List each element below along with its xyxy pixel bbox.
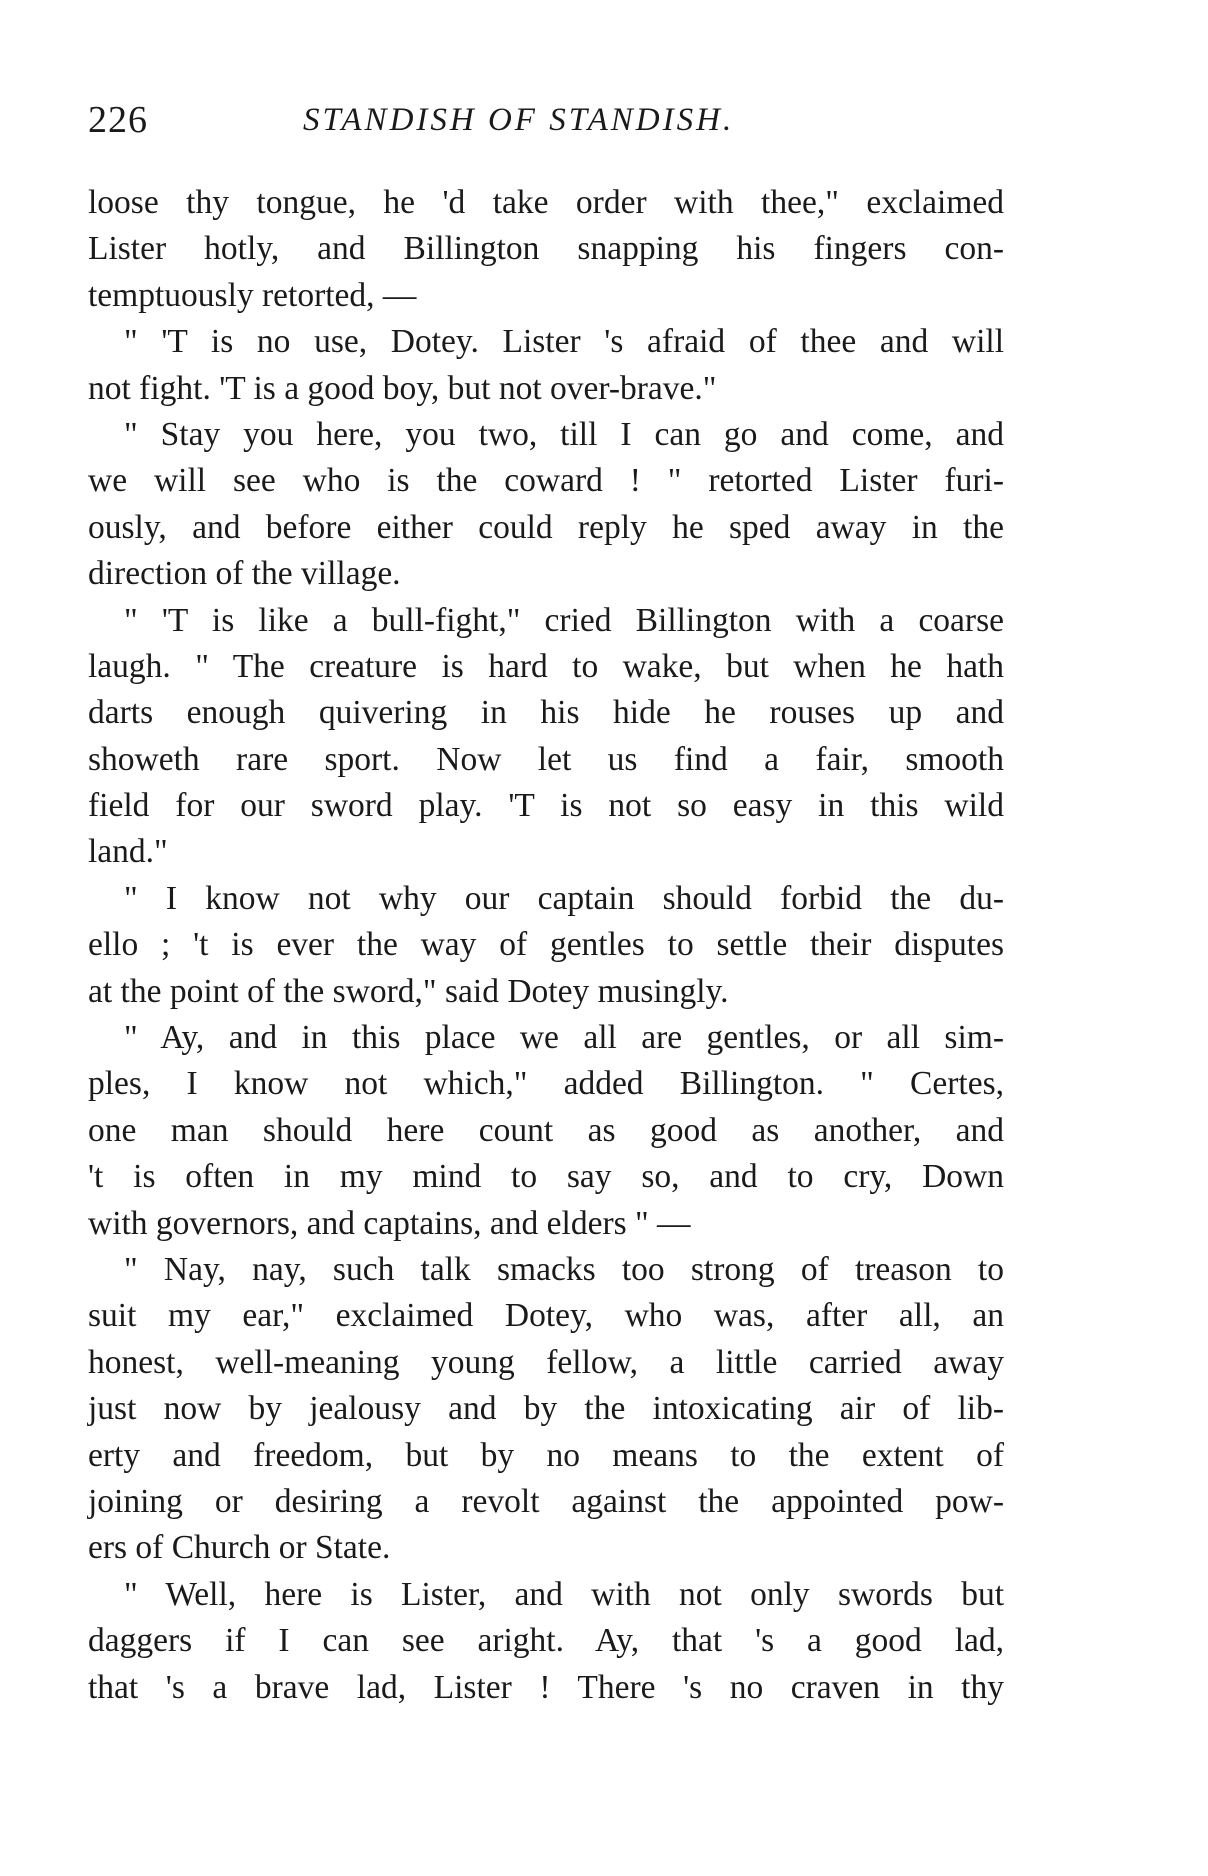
text-line: ers of Church or State. xyxy=(88,1529,391,1567)
text-line: just now by jealousy and by the intoxicating air of lib- xyxy=(88,1390,1004,1428)
text-line: we will see who is the coward ! " retorted Lister furi- xyxy=(88,462,1004,500)
text-line: darts enough quivering in his hide he rouses up and xyxy=(88,694,1004,732)
text-line: daggers if I can see aright. Ay, that 's a good lad, xyxy=(88,1622,1004,1660)
text-line: one man should here count as good as another, and xyxy=(88,1111,1004,1149)
text-line: " 'T is like a bull-fight," cried Billington with a coarse xyxy=(124,601,1004,639)
text-line: laugh. " The creature is hard to wake, but when he hath xyxy=(88,647,1004,685)
text-line: " I know not why our captain should forbid the du- xyxy=(124,879,1004,917)
text-line: temptuously retorted, — xyxy=(88,276,417,314)
text-line: suit my ear," exclaimed Dotey, who was, after all, an xyxy=(88,1297,1004,1335)
text-line: 't is often in my mind to say so, and to cry, Down xyxy=(88,1158,1004,1196)
text-line: " Well, here is Lister, and with not only swords but xyxy=(124,1575,1004,1613)
text-line: direction of the village. xyxy=(88,555,401,593)
text-line: field for our sword play. 'T is not so easy in this wild xyxy=(88,787,1004,825)
text-line: not fight. 'T is a good boy, but not over-brave." xyxy=(88,369,717,407)
text-line: " 'T is no use, Dotey. Lister 's afraid of thee and will xyxy=(124,323,1004,361)
text-line: " Stay you here, you two, till I can go and come, and xyxy=(124,415,1004,453)
text-line: ples, I know not which," added Billington. " Certes, xyxy=(88,1065,1004,1103)
text-line: honest, well-meaning young fellow, a little carried away xyxy=(88,1343,1004,1381)
text-line: that 's a brave lad, Lister ! There 's no craven in thy xyxy=(88,1668,1004,1706)
body-text xyxy=(88,180,1004,1711)
text-line: joining or desiring a revolt against the appointed pow- xyxy=(88,1482,1004,1520)
text-line: at the point of the sword," said Dotey musingly. xyxy=(88,972,729,1010)
text-line: ello ; 't is ever the way of gentles to settle their disputes xyxy=(88,926,1004,964)
page-number: 226 xyxy=(88,99,148,141)
text-line: " Nay, nay, such talk smacks too strong of treason to xyxy=(124,1250,1004,1288)
text-line: " Ay, and in this place we all are gentles, or all sim- xyxy=(124,1019,1004,1057)
text-line: Lister hotly, and Billington snapping his fingers con- xyxy=(88,230,1004,268)
text-line: loose thy tongue, he 'd take order with thee," exclaimed xyxy=(88,184,1004,221)
running-head xyxy=(88,98,1008,148)
running-title: STANDISH OF STANDISH. xyxy=(303,102,735,138)
text-line: erty and freedom, but by no means to the extent of xyxy=(88,1436,1004,1474)
text-line: showeth rare sport. Now let us find a fair, smooth xyxy=(88,740,1004,778)
text-line: ously, and before either could reply he sped away in the xyxy=(88,508,1004,546)
text-line: land." xyxy=(88,833,168,871)
text-line: with governors, and captains, and elders " — xyxy=(88,1204,691,1242)
